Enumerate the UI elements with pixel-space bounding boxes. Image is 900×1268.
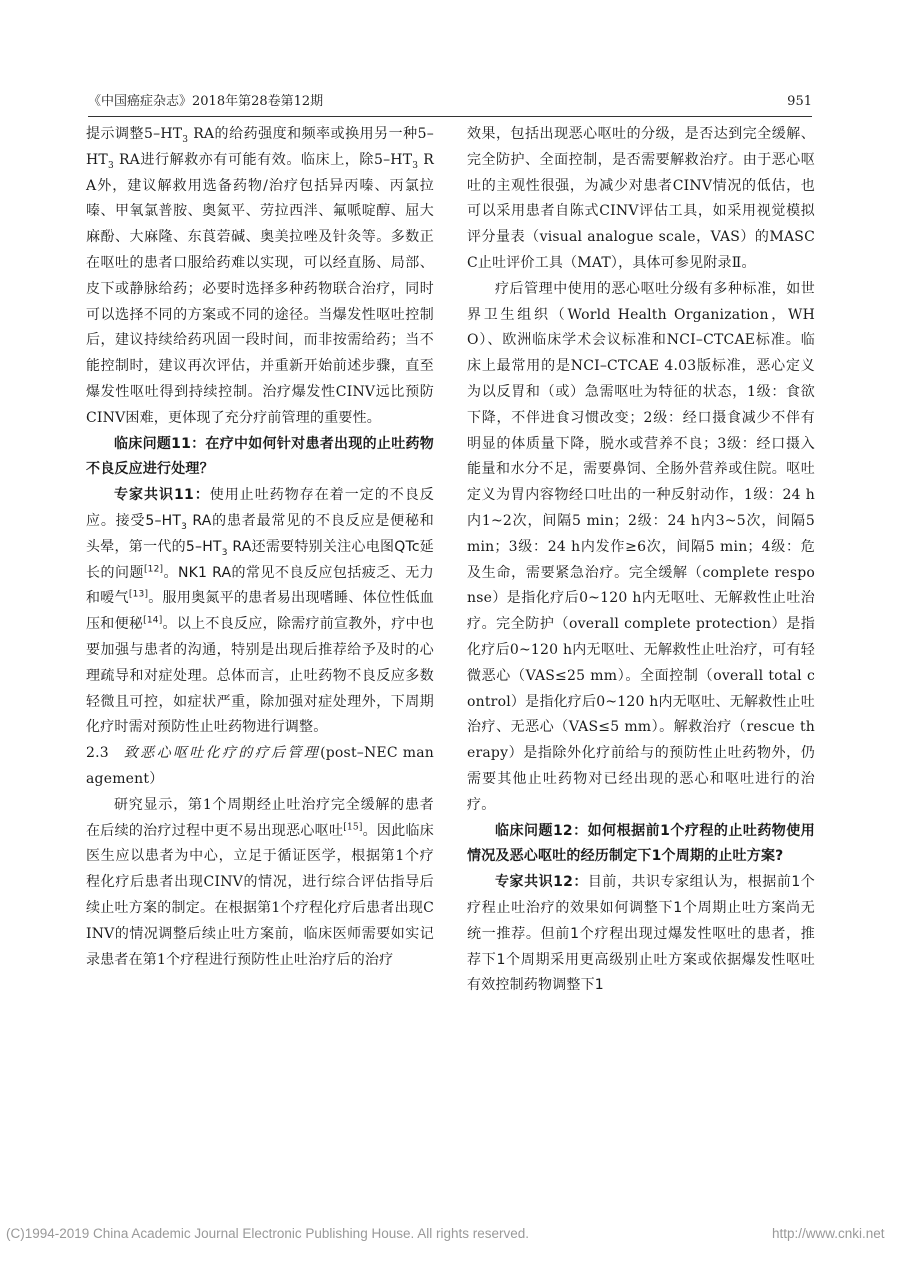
expert-consensus-11: 专家共识11：使用止吐药物存在着一定的不良反应。接受$5-HT_3$ RA的患者最常见的不良反应是便秘和头晕，第一代的$5-HT_3$ RA还需要特别关注心电图QTc延长的问题[12]。NK1 RA的常见不良反应包括疲乏、无力和嗳气[13]。服用奥氮平的患者易出现嗜睡、体位性低血压和便秘[14]。以上不良反应，除需疗前宣教外，疗中也要加强与患者的沟通，特别是出现后推荐给予及时的心理疏导和对症处理。总体而言，止吐药物不良反应多数轻微且可控，如症状严重，除加强对症处理外，下周期化疗时需对预防性止吐药物进行调整。 [86,487,435,736]
paragraph-grading-standards: 疗后管理中使用的恶心呕吐分级有多种标准，如世界卫生组织（World Health Organization，WHO）、欧洲临床学术会议标准和NCI–CTCAE标准。临床上最常用的是NCI–CTCAE 4.03版标准，恶心定义为以反胃和（或）急需呕吐为特征的状态，1级：食欲下降，不伴进食习惯改变；2级：经口摄食减少不伴有明显的体质量下降，脱水或营养不良；3级：经口摄入能量和水分不足，需要鼻饲、全肠外营养或住院。呕吐定义为胃内容物经口吐出的一种反射动作，1级：24 h内1~2次，间隔5 min；2级：24 h内3~5次，间隔5 min；3级：24 h内发作≥6次，间隔5 min；4级：危及生命，需要紧急治疗。完全缓解（complete response）是指化疗后0~120 h内无呕吐、无解救性止吐治疗。完全防护（overall complete protection）是指化疗后0~120 h内无呕吐、无解救性止吐治疗，可有轻微恶心（VAS≤25 mm）。全面控制（overall total control）是指化疗后0~120 h内无呕吐、无解救性止吐治疗、无恶心（VAS≤5 mm）。解救治疗（rescue therapy）是指除外化疗前给与的预防性止吐药物外，仍需要其他止吐药物对已经出现的恶心和呕吐进行的治疗。 [467,280,815,813]
section-heading-2-3 [86,741,434,793]
copyright-notice: (C)1994-2019 China Academic Journal Electronic Publishing House. All rights reserved. [6,1226,530,1241]
journal-title: 《中国癌症杂志》2018年第28卷第12期 [88,94,324,109]
page-number: 951 [787,94,812,109]
citation-15: [15] [343,821,363,832]
expert-consensus-12: 专家共识12：目前，共识专家组认为，根据前1个疗程止吐治疗的效果如何调整下1个周期止吐方案尚无统一推荐。但前1个疗程出现过爆发性呕吐的患者，推荐下1个周期采用更高级别止吐方案或依据爆发性呕吐有效控制药物调整下1 [467,874,815,994]
paragraph-rescue-options: 提示调整$5-HT_3$ RA的给药强度和频率或换用另一种$5-HT_3$ RA进行解救亦有可能有效。临床上，除$5-HT_3$ RA外，建议解救用选备药物/治疗包括异丙嗪、丙氯拉嗪、甲氧氯普胺、奥氮平、劳拉西泮、氟哌啶醇、屈大麻酚、大麻隆、东莨菪碱、奥美拉唑及针灸等。多数正在呕吐的患者口服给药难以实现，可以经直肠、局部、皮下或静脉给药；必要时选择多种药物联合治疗，同时可以选择不同的方案或不同的途径。当爆发性呕吐控制后，建议持续给药巩固一段时间，而非按需给药；当不能控制时，建议再次评估，并重新开始前述步骤，直至爆发性呕吐得到持续控制。治疗爆发性CINV远比预防CINV困难，更体现了充分疗前管理的重要性。 [86,126,434,426]
section-title-suffix: (post–NEC management） [86,745,434,787]
header-rule [88,116,812,117]
citation-13: [13] [128,589,149,600]
consensus-12-label: 专家共识12： [495,874,588,891]
clinical-question-11: 临床问题11：在疗中如何针对患者出现的止吐药物不良反应进行处理？ [86,435,434,478]
running-header [88,91,812,113]
section-title: 致恶心呕吐化疗的疗后管理 [123,745,321,762]
citation-14: [14] [143,615,163,626]
paragraph-treatment-effect: 效果，包括出现恶心呕吐的分级，是否达到完全缓解、完全防护、全面控制，是否需要解救治疗。由于恶心呕吐的主观性很强，为减少对患者CINV情况的低估，也可以采用患者自陈式CINV评估工具，如采用视觉模拟评分量表（visual analogue scale，VAS）的MASCC止吐评价工具（MAT），具体可参见附录Ⅱ。 [467,126,815,271]
paragraph-post-management: 研究显示，第1个周期经止吐治疗完全缓解的患者在后续的治疗过程中更不易出现恶心呕吐[15]。因此临床医生应以患者为中心，立足于循证医学，根据第1个疗程化疗后患者出现CINV的情况，进行综合评估指导后续止吐方案的制定。在根据第1个疗程化疗后患者出现CINV的情况调整后续止吐方案前，临床医师需要如实记录患者在第1个疗程进行预防性止吐治疗后的治疗 [86,796,434,968]
clinical-question-12: 临床问题12：如何根据前1个疗程的止吐药物使用情况及恶心呕吐的经历制定下1个周期的止吐方案? [467,822,815,865]
section-number: 2.3 [86,745,109,762]
consensus-11-label: 专家共识11： [114,487,210,504]
left-column [86,122,434,973]
right-column [467,122,815,999]
publisher-url: http://www.cnki.net [772,1226,885,1241]
citation-12: [12] [143,563,164,574]
